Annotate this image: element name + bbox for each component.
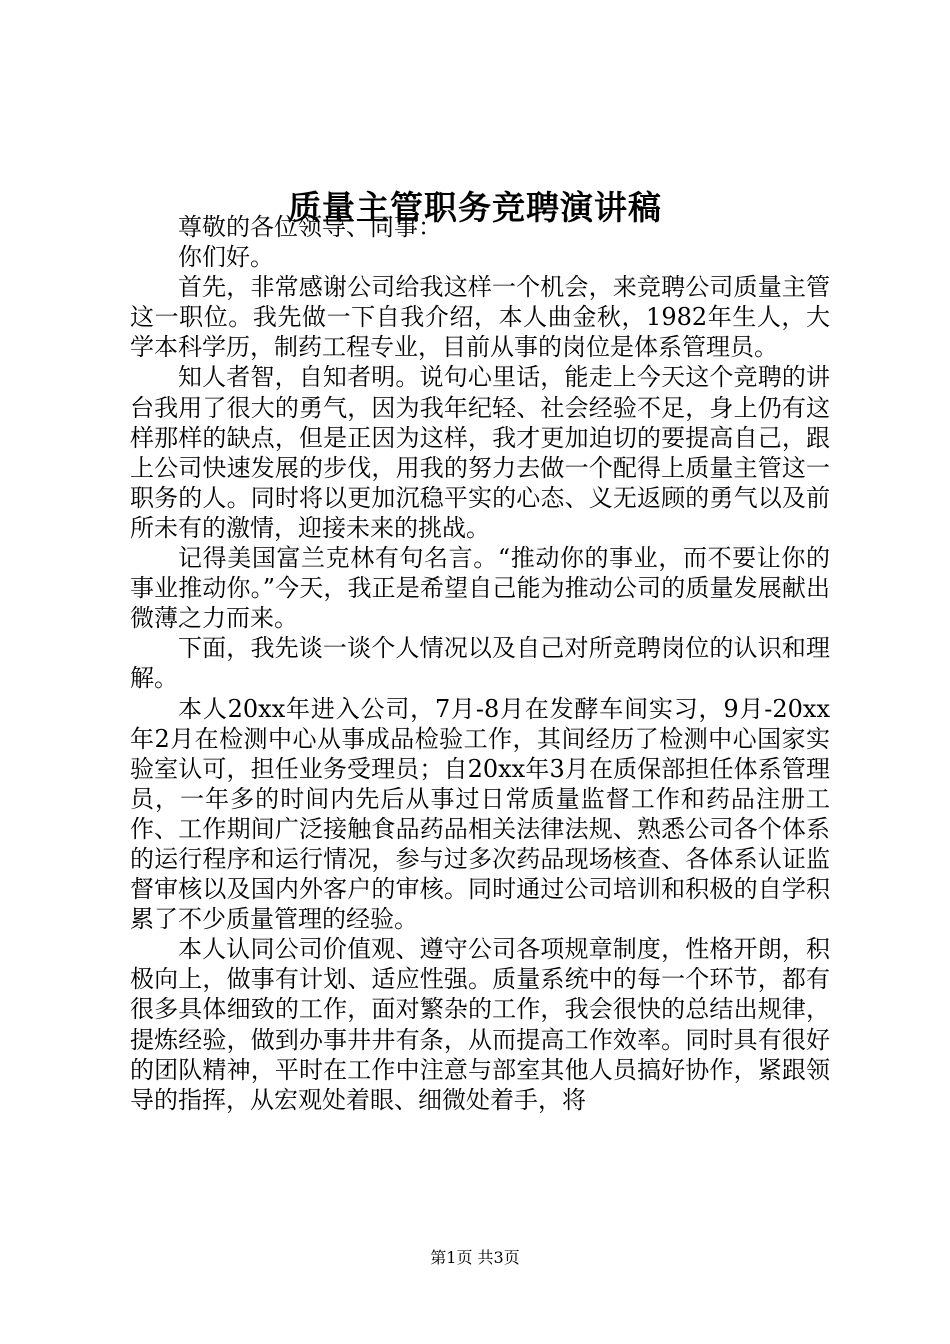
paragraph-self-knowledge: 知人者智，自知者明。说句心里话，能走上今天这个竞聘的讲台我用了很大的勇气，因为我年纪轻、社会经验不足，身上仍有这样那样的缺点，但是正因为这样，我才更加迫切的要提高自己，跟上公司快速发展的步伐，用我的努力去做一个配得上质量主管这一职务的人。同时将以更加沉稳平实的心态、义无返顾的勇气以及前所未有的激情，迎接未来的挑战。 (130, 363, 830, 542)
document-body (130, 212, 830, 1115)
paragraph-salutation: 尊敬的各位领导、同事： (178, 213, 442, 241)
paragraph-introduction: 首先，非常感谢公司给我这样一个机会，来竞聘公司质量主管这一职位。我先做一下自我介绍，本人曲金秋，1982年生人，大学本科学历，制药工程专业，目前从事的岗位是体系管理员。 (130, 273, 830, 362)
paragraph-quote: 记得美国富兰克林有句名言。“推动你的事业，而不要让你的事业推动你。”今天，我正是希望自己能为推动公司的质量发展献出微薄之力而来。 (130, 544, 830, 633)
page-number-footer: 第1页 共3页 (430, 1248, 520, 1267)
paragraph-personal-qualities: 本人认同公司价值观、遵守公司各项规章制度，性格开朗，积极向上，做事有计划、适应性强。质量系统中的每一个环节，都有很多具体细致的工作，面对繁杂的工作，我会很快的总结出规律，提炼经验，做到办事井井有条，从而提高工作效率。同时具有很好的团队精神，平时在工作中注意与部室其他人员搞好协作，紧跟领导的指挥，从宏观处着眼、细微处着手，将 (130, 935, 830, 1114)
paragraph-work-history: 本人20xx年进入公司，7月-8月在发酵车间实习，9月-20xx年2月在检测中心从事成品检验工作，其间经历了检测中心国家实验室认可，担任业务受理员；自20xx年3月在质保部担任体系管理员，一年多的时间内先后从事过日常质量监督工作和药品注册工作、工作期间广泛接触食品药品相关法律法规、熟悉公司各个体系的运行程序和运行情况，参与过多次药品现场核查、各体系认证监督审核以及国内外客户的审核。同时通过公司培训和积极的自学积累了不少质量管理的经验。 (130, 694, 830, 934)
document-title: 质量主管职务竞聘演讲稿 (288, 188, 662, 227)
paragraph-greeting: 你们好。 (178, 243, 274, 272)
paragraph-transition: 下面，我先谈一谈个人情况以及自己对所竞聘岗位的认识和理解。 (130, 634, 830, 693)
